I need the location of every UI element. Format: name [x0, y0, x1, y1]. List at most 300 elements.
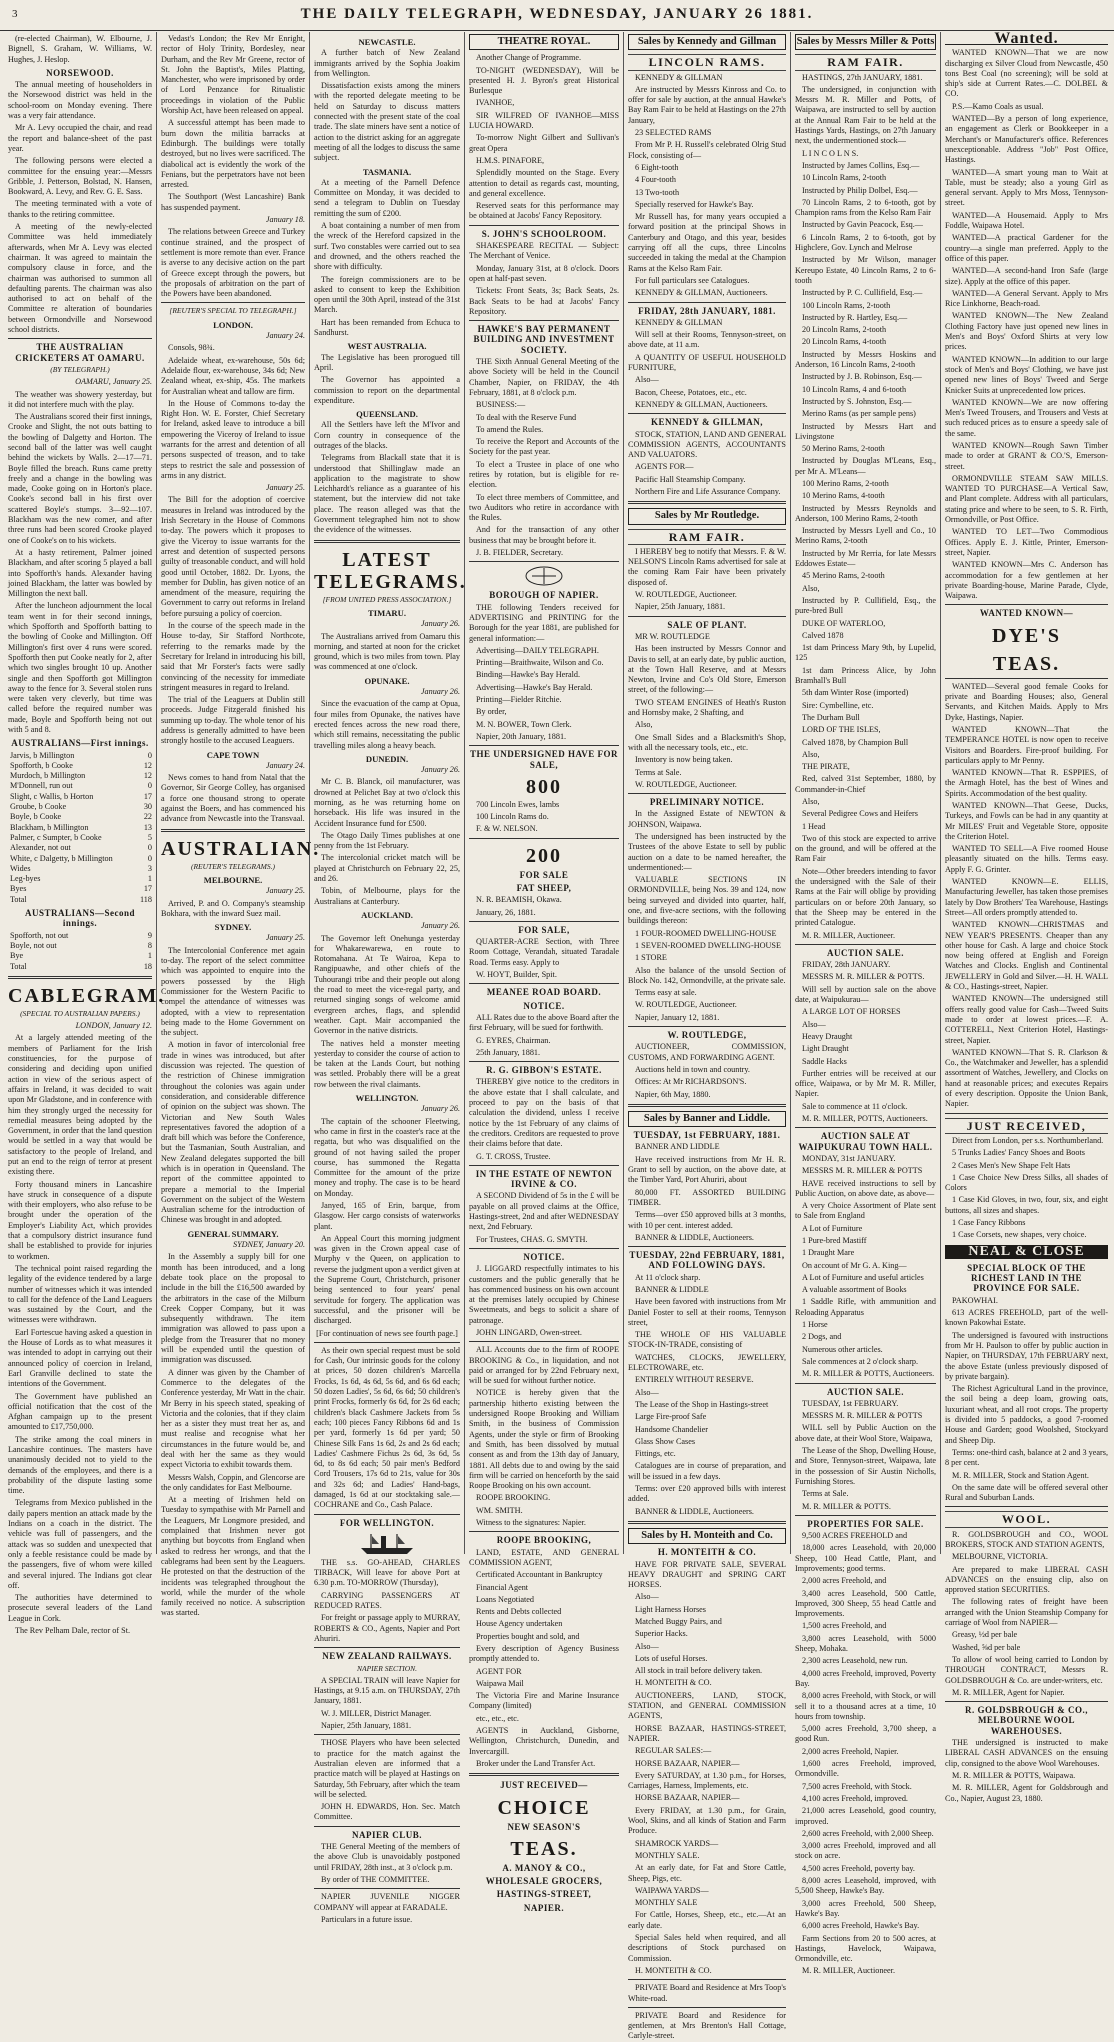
block-heading: AUCTION SALE AT WAIPUKURAU TOWN HALL. [798, 1131, 933, 1152]
block-line: 1 SEVEN-ROOMED DWELLING-HOUSE [635, 940, 781, 950]
rule [628, 2007, 786, 2008]
block-line: Splendidly mounted on the Stage. Every attention to detail as regards cast, mounting, and general excellence. [469, 168, 619, 198]
block-heading: RAM FAIR. [628, 529, 786, 545]
block-heading: IN THE ESTATE OF NEWTON IRVINE & CO. [475, 1168, 613, 1190]
block-line: Light Draught [802, 1044, 849, 1054]
column-4 [464, 32, 623, 1913]
section-banner: Sales by Messrs Miller & Potts [795, 34, 936, 50]
block-line: The Lease of the Shop in Hastings-street [635, 1399, 769, 1409]
dateline: SYDNEY, January 20. [232, 1240, 305, 1250]
block-line: Heavy Draught [802, 1031, 853, 1041]
block-line: MESSRS M. R. MILLER & POTTS. [802, 972, 925, 982]
block-line: Instructed by James Collins, Esq.— [802, 160, 920, 170]
block-line: Instructed by S. Johnston, Esq.— [802, 396, 912, 406]
ad-line: Loans Negotiated [476, 1594, 534, 1604]
block-line: AGENTS FOR— [635, 462, 694, 472]
block-line: Instructed by P. C. Cullifield, Esq.— [802, 288, 923, 298]
dyes-teas-ad: TEAS. [992, 652, 1061, 675]
paragraph: Mr C. B. Blanck, oil manufacturer, was drowned at Pelichet Bay at two o'clock this morning, as he was returning home on horseback. His life was insured in the Accident Insurance fund for £500. [314, 777, 460, 828]
wanted-heading: Wanted. [945, 34, 1108, 45]
place-heading: SYDNEY. [214, 922, 252, 933]
dateline: January 25. [265, 933, 305, 943]
block-line: Will sell at their Rooms, Tennyson-street, on above date, at 11 a.m. [628, 330, 786, 350]
dateline: January 24. [265, 760, 305, 770]
batsman-name: Spofforth, not out [10, 930, 69, 940]
block-line: THEREBY give notice to the creditors in the above estate that I shall calculate, and proceed to pay on the basis of that calculation the dividend, unless I receive notice by the 1st February of any claims of the creditors. Creditors are requested to prove their claims before that date. [469, 1077, 619, 1149]
rule [628, 302, 786, 303]
block-line: 1 Pure-bred Mastiff [802, 1235, 867, 1245]
ad-heading: MEANEE ROAD BOARD. [486, 987, 602, 998]
block-line: 1 Case Choice New Dress Silks, all shades of Colors [945, 1172, 1108, 1193]
card-ad: PRIVATE Board and Residence at Mrs Toop's White-road. [628, 1983, 786, 2003]
dateline: January 18. [265, 215, 305, 225]
ad-line: HASTINGS-STREET, [496, 1889, 592, 1900]
paragraph: The strike among the coal miners in Lancashire continues. The masters have unanimously decided not to yield to the demands of the employees, and there is a probability of the dispute lasting some time. [8, 1434, 152, 1496]
paragraph: The technical point raised regarding the legality of the evidence tendered by a large number of witnesses which it was intended to call for the defence of the Land Leaguers was sustained by the Court, and the witnesses were withdrawn. [8, 1263, 152, 1325]
paragraph: A motion in favor of intercolonial free trade in wines was introduced, but after discussion was rejected. The question of the restriction of Chinese immigration throughout the colonies was again under consideration, and considerable difference of opinion on the subject was shown. The Victorian and New South Wales representatives favored the adoption of a draft bill which was before the Conference, but the Tasmanian, South Australian, and New Zealand delegates supported the bill which is in operation in Queensland. The report of the committee appointed to prepare a memorial to the Imperial Government on the subject of the Western Australian scheme for the introduction of Chinese was brought in and adopted. [161, 1040, 305, 1225]
block-line: The Richest Agricultural Land in the province, the soil being a deep loam, growing oats, luxuriant wheat, and all root crops. The property is divided into 5 paddocks, a good 7-roomed House and Garden; good Woolshed, Stockyard and Sheep Dip. [945, 1384, 1108, 1445]
block-line: At an early date, for Fat and Store Cattle, Sheep, Pigs, etc. [628, 1863, 786, 1883]
place-heading: GENERAL SUMMARY. [187, 1228, 279, 1239]
classified-ad: WANTED KNOWN—E. ELLIS, Manufacturing Jeweller, has taken those premises lately by Dow Brothers' Tea Warehouse, Hastings Street—All orders promptly attended to. [945, 877, 1108, 917]
classified-ad: WANTED KNOWN—That the TEMPERANCE HOTEL is now open to receive Visitors and Boarders. Fire-proof building. For particulars apply to Mr Penny. [945, 724, 1108, 765]
block-line: Instructed by P. Cullifield, Esq., the pure-bred Bull [795, 595, 936, 616]
block-heading: H. MONTEITH & CO. [657, 1547, 757, 1558]
paragraph: Telegrams from Blackall state that it is understood that Shillinglaw made an application to the magistrate to show Leichhardt's reliance as a guarantee of his statement, but the interview did not take place. The reason alleged was that the Government telegraphed him not to show the evidence of the witnesses. [314, 453, 460, 535]
block-heading: RAM FAIR. [795, 54, 936, 70]
block-heading: JUST RECEIVED, [945, 1118, 1108, 1134]
runs: 0 [147, 750, 152, 760]
block-line: BANNER & LIDDLE, Auctioneers. [635, 1506, 754, 1516]
runs: 1 [147, 951, 152, 961]
block-line: I HEREBY beg to notify that Messrs. F. & W. NELSON'S Lincoln Rams advertised for sale at the coming Ram Fair have been privately disposed of. [628, 546, 786, 587]
runs: 30 [143, 802, 152, 812]
block-line: 10 Merino Rams, 4-tooth [802, 491, 885, 501]
block-heading: FOR SALE, [518, 924, 570, 935]
ad-heading: NAPIER CLUB. [351, 1829, 422, 1840]
score-total [8, 895, 152, 905]
block-line: Instructed by Messrs Hart and Livingstone [795, 421, 936, 441]
block-heading: SPECIAL BLOCK OF THE RICHEST LAND IN THE PROVINCE FOR SALE. [967, 1262, 1086, 1294]
score-row [8, 771, 152, 781]
score-row [8, 941, 152, 951]
classified-ad: WANTED TO SELL—A Five roomed House pleasantly situated on the hills. Terms easy. Apply F. G. Grinter. [945, 844, 1108, 874]
classified-ad: WANTED KNOWN—The undersigned still offers really good value for Cash—Tweed Suits made to order at lowest prices.—F. A. COTTERELL, Next Criterion Hotel, Hastings-street, Napier. [945, 994, 1108, 1045]
block-line: Note—Other breeders intending to favor the undersigned with the Sale of their Rams at the Fair will oblige by providing particulars on or before 20th January, so that the Sheep may be entered in the printed Catalogue. [795, 866, 936, 928]
rule [161, 829, 305, 832]
block-line: Napier, January 12, 1881. [635, 1012, 720, 1022]
ad-line: J. B. FIELDER, Secretary. [476, 548, 564, 558]
paragraph: Telegrams from Mexico published in the daily papers mention an attack made by the Indians on a coach in the district. The vehicle was full of passengers, and the attack was so sudden and unexpected that only a feeble resistance could be made by the passengers, five of whom were killed and several injured. The Indians got clear off. [8, 1498, 152, 1590]
block-line: THE PIRATE, [802, 762, 850, 772]
block-line: At 11 o'clock sharp. [635, 1272, 701, 1282]
block-line: Instructed by Gavin Peacock, Esq.— [802, 220, 923, 230]
ad-heading: BOROUGH OF NAPIER. [489, 590, 599, 601]
block-line: 2,300 acres Leasehold, new run. [802, 1656, 908, 1666]
block-line: Terms: over £20 approved bills with interest added. [628, 1484, 786, 1504]
score-row [8, 751, 152, 761]
ad-line: etc., etc., etc. [476, 1713, 519, 1723]
ad-line: To amend the Rules. [476, 424, 544, 434]
block-line: Northern Fire and Life Assurance Company. [635, 486, 781, 496]
ad-line: To elect three members of Committee, and two Auditors who retire in accordance with the Rules. [469, 492, 619, 523]
place-heading: WELLINGTON. [355, 1093, 419, 1104]
ad-line: N. R. BEAMISH, Okawa. [476, 895, 562, 905]
block-line: SIR WILFRED OF IVANHOE—MISS LUCIA HOWARD. [469, 110, 619, 131]
paragraph: At a meeting of the Parnell Defence Committee on Monday, it was decided to send a telegram to Dublin on Tuesday remitting the sum of £200. [314, 177, 460, 218]
ad-line: A SPECIAL TRAIN will leave Napier for Hastings, at 9.15 a.m. on THURSDAY, 27th January, 1881. [314, 1675, 460, 1706]
ad-line: AGENT FOR [476, 1666, 522, 1676]
block-line: Auctions held in town and country. [635, 1064, 750, 1074]
rule [795, 1127, 936, 1128]
block-line: 23 SELECTED RAMS [635, 128, 712, 138]
block-line: Are prepared to make LIBERAL CASH ADVANCES on the ensuing clip, also on approved station SECURITIES. [945, 1564, 1108, 1595]
rule [469, 320, 619, 321]
ad-line: Napier, 20th January, 1881. [476, 731, 567, 741]
section-subheading: (BY TELEGRAPH.) [50, 364, 110, 374]
section-banner: Sales by H. Monteith and Co. [628, 1528, 786, 1544]
block-line: In the Assigned Estate of NEWTON & JOHNSON, Waipawa. [628, 809, 786, 829]
column-3 [309, 32, 467, 1924]
block-line: Red, calved 31st September, 1880, by Commander-in-Chief [795, 774, 936, 794]
ad-line: Tickets: Front Seats, 3s; Back Seats, 2s. Back Seats to be had at Jacobs' Fancy Repository. [469, 286, 619, 316]
block-line: Sale to commence at 11 o'clock. [802, 1101, 908, 1111]
block-line: Instructed by J. B. Robinson, Esq.— [802, 372, 922, 382]
batsman-name: Leg-byes [10, 874, 41, 884]
score-row [8, 781, 152, 791]
latest-telegrams-heading: LATEST TELEGRAMS. [314, 548, 467, 593]
rule [945, 1506, 1108, 1507]
paragraph: The meeting terminated with a vote of thanks to the retiring committee. [8, 199, 152, 219]
batsman-name: Slight, c Wallis, b Horton [10, 791, 94, 801]
block-heading: TUESDAY, 1st FEBRUARY, 1881. [633, 1130, 781, 1141]
paragraph: In the House of Commons to-day the Right Hon. W. E. Forster, Chief Secretary for Ireland, asked leave to introduce a bill empowering the Viceroy of Ireland to issue warrants for the arrest and detention of all persons suspected of treason, and to take steps to restrict the sale and possession of arms in any district. [161, 398, 305, 480]
classified-ad: WANTED—A practical Gardener for the country—a single man preferred. Apply to the office of this paper. [945, 233, 1108, 263]
block-line: Mr Russell has, for many years occupied a forward position at the principal Shows in Canterbury and Otago, and this year, besides carrying off all the cups, three Lincolns succeeded in taking the medal at the Champion Rams at the Kelso Ram Fair. [628, 212, 786, 273]
rule [469, 225, 619, 226]
block-line: 1 FOUR-ROOMED DWELLING-HOUSE [635, 928, 777, 938]
block-line: Superior Hacks. [635, 1629, 688, 1639]
block-line: On account of Mr G. A. King— [802, 1260, 907, 1270]
block-line: The undersigned is favoured with instructions from Mr H. Paulson to offer by public auction in Napier, on THURSDAY, 17th FEBRUARY next, the above Estate (unless previously disposed of by private bargain). [945, 1330, 1108, 1381]
scorecard [8, 931, 152, 972]
block-line: H.M.S. PINAFORE, [476, 155, 545, 165]
paragraph: The relations between Greece and Turkey continue strained, and the prospect of settlement is more remote than ever. France is averse to any decisive action on the part of Greece except through the powers, but the proposals of arbitration on the part of the Powers have been abandoned. [161, 227, 305, 299]
batsman-name: Blackham, b Millington [10, 822, 89, 832]
block-line: AUCTIONEER, COMMISSION, CUSTOMS, AND FORWARDING AGENT. [628, 1042, 786, 1062]
ad-line: SHAKESPEARE RECITAL — Subject: The Merchant of Venice. [469, 241, 619, 261]
block-line: 1 Saddle Rifle, with ammunition and Reloading Apparatus [795, 1297, 936, 1317]
block-line: Numerous other articles. [802, 1344, 883, 1354]
block-line: Will sell by auction sale on the above date, at Waipukurau— [795, 984, 936, 1005]
block-line: Matched Buggy Pairs, and [635, 1617, 722, 1626]
steamship-icon [357, 1530, 417, 1556]
scorecard-heading: AUSTRALIANS—First innings. [11, 738, 149, 749]
block-line: 4 Four-tooth [635, 175, 677, 185]
classified-ad: WANTED KNOWN—The New Zealand Clothing Factory have just opened new lines in Men's and Boys' Oxford Shirts at very low prices. [945, 311, 1108, 352]
block-line: 20 Lincoln Rams, 2-tooth [802, 325, 887, 335]
batsman-name: Byes [10, 884, 27, 894]
paragraph: The natives held a monster meeting yesterday to consider the course of action to be taken at the Lands Court, but nothing was settled. Probably there will be a great row between the rival claimants. [314, 1038, 460, 1089]
rule [628, 501, 786, 504]
rule [628, 793, 786, 794]
rule [469, 921, 619, 922]
block-line: Napier, 25th January, 1881. [635, 602, 726, 612]
block-line: WILL sell by Public Auction on the above date, at their Wool Store, Waipawa, [795, 1423, 936, 1443]
block-line: Handsome Chandelier [635, 1424, 708, 1434]
block-line: IVANHOE, [476, 98, 515, 108]
section-banner: Sales by Banner and Liddle. [628, 1111, 786, 1127]
block-line: HAVE received instructions to sell by Public Auction, on above date, as above— [795, 1178, 936, 1198]
block-heading: THEATRE ROYAL. [469, 34, 619, 50]
block-line: Inventory is now being taken. [635, 755, 733, 765]
rule [314, 540, 460, 543]
place-heading: TASMANIA. [362, 166, 412, 177]
block-line: One Small Sides and a Blacksmith's Shop, with all the necessary tools, etc., etc. [628, 732, 786, 752]
paragraph: The following persons were elected a committee for the ensuing year:—Messrs Gribble, J. Petterson, Bolstad, N. Hansen, Bookward, A. Levy, and Rev. G. E. Sass. [8, 156, 152, 197]
place-heading: MELBOURNE. [203, 874, 263, 885]
batsman-name: Jarvis, b Millington [10, 750, 75, 760]
block-line: 10 Lincoln Rams, 4 and 6-tooth [802, 384, 907, 394]
block-line: A very Choice Assortment of Plate sent to Sale from England [795, 1201, 936, 1221]
block-line: 21,000 acres Leasehold, good country, improved. [795, 1806, 936, 1826]
block-line: Washed, ⅝d per bale [952, 1642, 1021, 1652]
block-line: TO-NIGHT (WEDNESDAY), Will be presented H. J. Byron's great Historical Burlesque [469, 65, 619, 96]
block-line: Instructed by Messrs Reynolds and Anderson, 100 Merino Rams, 2-tooth [795, 503, 936, 523]
section-banner: Sales by Mr Routledge. [628, 508, 786, 524]
block-line: 3,800 acres Leasehold, with 5000 Sheep, Mohaka. [795, 1633, 936, 1654]
place-heading: QUEENSLAND. [356, 409, 418, 420]
paragraph: A meeting of the newly-elected Committee was held immediately afterwards, when Mr A. Levy was elected chairman. It was agreed to maintain the compulsory clause in force, and the chairman was authorised to summon all defaulting parents. The chairman was also authorised to act on behalf of the Committee re alteration of boundaries between Ormondville and Norsewood school districts. [8, 222, 152, 335]
ad-line: THE following Tenders received for ADVERTISING and PRINTING for the Borough for the year 1881, are published for general information:— [469, 602, 619, 643]
block-line: HAVE FOR PRIVATE SALE, SEVERAL HEAVY DRAUGHT and SPRING CART HORSES. [628, 1559, 786, 1590]
block-line: VALUABLE SECTIONS IN ORMONDVILLE, being Nos. 39 and 124, now being surveyed and divided into quarter, half, one, and five-acre sections, with the following buildings thereon: [628, 875, 786, 926]
block-heading: LINCOLN RAMS. [628, 54, 786, 70]
ad-line: Broker under the Land Transfer Act. [476, 1758, 596, 1768]
block-line: 2,000 acres Freehold, and [802, 1576, 887, 1586]
column-5 [623, 32, 790, 2041]
ad-line: NAPIER. [523, 1902, 565, 1913]
lead-paragraph: (re-elected Chairman), W. Elbourne, J. Bignell, S. Graham, W. Williams, W. Hughes, J. Heslop. [8, 34, 152, 64]
block-line: Also the balance of the unsold Section of Block No. 142, Ormondville, at the private sale. [628, 965, 786, 985]
paragraph: Dissatisfaction exists among the miners with the reported delegate meeting to be held on Saturday to discuss matters connected with the present state of the coal trade. The slate miners have sent a notice of action to the district asking for an aggregate meeting of all the lodges to discuss the same subject. [314, 81, 460, 163]
block-line: Specially reserved for Hawke's Bay. [635, 199, 754, 209]
ad-line: ROOPE BROOKING. [476, 1493, 551, 1503]
batsman-name: Murdoch, b Millington [10, 771, 86, 781]
paragraph: The Governor has appointed a commission to report on the departmental expenditure. [314, 375, 460, 405]
block-line: The Durham Bull [802, 712, 860, 722]
block-line: 13 Two-tooth [635, 187, 680, 197]
block-line: 2 Cases Men's New Shape Felt Hats [952, 1160, 1071, 1170]
dateline: LONDON, January 12. [75, 1021, 152, 1031]
dateline: January 26. [420, 765, 460, 775]
score-row [8, 833, 152, 843]
ad-line: Binding—Hawke's Bay Herald. [476, 670, 581, 680]
block-line: To allow of wool being carried to London by THROUGH CONTRACT, Messrs R. GOLDSBROUGH & Co. are under-writers, etc. [945, 1654, 1108, 1685]
ad-line: January, 26, 1881. [476, 907, 536, 917]
block-line: BANNER AND LIDDLE [635, 1142, 720, 1152]
block-heading: NOTICE. [523, 1000, 565, 1011]
block-line: 6 Lincoln Rams, 2 to 6-tooth, got by Highclere, Gov. Lynch and Melrose [795, 232, 936, 253]
runs: 5 [147, 832, 152, 842]
block-line: WATCHES, CLOCKS, JEWELLERY, ELECTROWARE, etc. [628, 1352, 786, 1373]
block-line: ALL Rates due to the above Board after the first February, will be sued for forthwith. [469, 1012, 619, 1033]
block-line: M. R. MILLER & POTTS. [802, 1501, 891, 1511]
paragraph: Arrived, P. and O. Company's steamship Bokhara, with the inward Suez mail. [161, 898, 305, 918]
ad-heading: ROOPE BROOKING, [496, 1535, 592, 1546]
batsman-name: Bye [10, 951, 24, 961]
block-line: W. ROUTLEDGE, Auctioneer. [635, 590, 737, 600]
ad-line: JUST RECEIVED— [500, 1780, 588, 1791]
rule [628, 1979, 786, 1980]
dateline: January 26. [420, 921, 460, 931]
block-line: DUKE OF WATERLOO, [802, 618, 886, 628]
ad-line: A. MANOY & CO., [502, 1862, 586, 1873]
block-line: KENNEDY & GILLMAN [635, 72, 723, 82]
ad-line: JOHN H. EDWARDS, Hon. Sec. Match Committee. [314, 1802, 460, 1822]
paragraph: At a meeting of Irishmen held on Tuesday to sympathise with Mr Parnell and the Leaguers, Mr Longmore presided, and complained that Irishmen never got anything but boycotts from England when asked to redress her wrongs, and that the cablegrams had been sent by the Leaguers. He protested on that the destruction of the incidents was telegraphed throughout the world, while the murder of the whole family received no notice. A subscription was started. [161, 1495, 305, 1618]
ad-line: To elect a Trustee in place of one who retires by rotation, but is eligible for re-election. [469, 459, 619, 490]
masthead [0, 0, 1114, 31]
rule [628, 1104, 786, 1107]
ad-line: FAT SHEEP, [516, 883, 572, 893]
block-line: A LARGE LOT OF HORSES [802, 1007, 901, 1017]
block-line: Terms at Sale. [802, 1489, 849, 1499]
paragraph: In the Assembly a supply bill for one month has been introduced, and a long debate took place on the proposal to include in the bill the £16,500 awarded by the arbitrators in the case of the Milburn Creek Copper Company, but it was subsequently withdrawn. The item immigration was allowed to pass upon a pledge from the Treasurer that no money will be expended until the question of immigration was discussed. [161, 1252, 305, 1365]
block-line: Are instructed by Messrs Kinross and Co. to offer for sale by auction, at the annual Hawke's Bay Ram Fair to be held at Hastings on the 27th January, [628, 84, 786, 125]
rule [628, 616, 786, 617]
rule [469, 1531, 619, 1532]
place-heading: LONDON. [213, 319, 253, 330]
block-line: A QUANTITY OF USEFUL HOUSEHOLD FURNITURE, [628, 352, 786, 373]
block-line: MONTHLY SALE. [635, 1850, 700, 1860]
classified-ad: WANTED—Several good female Cooks for private and Boarding Houses; also, General Servants, and Kitchen Maids. Apply to Mrs Dyke, Hastings, Napier. [945, 681, 1108, 722]
block-line: To-morrow Night Gilbert and Sullivan's great Opera [469, 133, 619, 153]
block-line: HORSE BAZAAR, NAPIER— [635, 1758, 740, 1768]
block-line: MONDAY, 31st JANUARY. [802, 1153, 896, 1163]
batsman-name: Alexander, not out [10, 843, 71, 853]
ad-line: By order, [476, 707, 507, 717]
block-line: Two of this stock are expected to arrive on the ground, and will be offered at the Ram Fair [795, 833, 936, 864]
block-line: All stock in trail before delivery taken. [635, 1666, 763, 1676]
block-line: Lots of useful Horses. [635, 1653, 708, 1663]
ad-line: Particulars in a future issue. [321, 1914, 413, 1924]
block-line: J. LIGGARD respectfully intimates to his customers and the public generally that he has commenced business on his own account at the premises lately occupied by Chinese Sweetmeats, and begs to solicit a share of patronage. [469, 1264, 619, 1325]
block-line: Instructed by Mr Rerria, for late Messrs Eddowes Estate— [795, 548, 936, 569]
runs: 9 [147, 930, 152, 940]
rule [945, 1113, 1108, 1114]
block-line: The following rates of freight have been arranged with the Union Steamship Company for carriage of Wool from NAPIER— [945, 1597, 1108, 1628]
ad-heading: NEW ZEALAND RAILWAYS. [322, 1651, 452, 1662]
ad-line: WHOLESALE GROCERS, [485, 1876, 603, 1887]
block-line: KENNEDY & GILLMAN, Auctioneers. [635, 288, 768, 298]
score-row [8, 864, 152, 874]
ad-line: Monday, January 31st, at 8 o'clock. Doors open at half-past seven. [469, 263, 619, 283]
block-line: Also, [802, 797, 820, 806]
rule [628, 1026, 786, 1027]
block-line: Instructed by Messrs Hoskins and Anderson, 16 Lincoln Rams, 2-tooth [795, 349, 936, 370]
block-line: HORSE BAZAAR, NAPIER— [635, 1793, 740, 1803]
block-line: Have been favored with instructions from Mr Daniel Foster to sell at their rooms, Tennyson street, [628, 1297, 786, 1327]
block-line: 1st dam Princess Alice, by John Bramhall's Bull [795, 665, 936, 686]
rule [469, 561, 619, 562]
ad-line: NAPIER JUVENILE NIGGER COMPANY will appear at FARADALE. [314, 1892, 460, 1912]
block-line: 18,000 acres Leasehold, with 20,000 Sheep, 100 Head Cattle, Plant, and Improvements; good terms. [795, 1543, 936, 1573]
block-line: Farm Sections from 20 to 500 acres, at Hastings, Havelock, Waipawa, Ormondville, etc. [795, 1933, 936, 1964]
block-heading: TUESDAY, 22nd FEBRUARY, 1881, AND FOLLOWING DAYS. [629, 1250, 785, 1271]
block-line: 1 Draught Mare [802, 1248, 855, 1258]
block-line: STOCK, STATION, LAND AND GENERAL COMMISSION AGENTS, ACCOUNTANTS AND VALUATORS. [628, 429, 786, 460]
classified-ad: WANTED KNOWN—CHRISTMAS and NEW YEAR'S PRESENTS. Cheaper than any other house for Cash. A large and choice Stock now being offered at English and Foreign Watches and Clocks. English and Continental JEWELLERY in Gold and Silver.—H. H. WALL & CO., Hastings-street, Napier. [945, 920, 1108, 992]
block-line: 8,000 acres Freehold, with Stock, or will sell it to a thousand acres at a time, 10 hours from township. [795, 1691, 936, 1721]
paragraph: All the Settlers have left the M'Ivor and Corn country in consequence of the outrages of the blacks. [314, 420, 460, 450]
runs: 22 [143, 812, 152, 822]
classified-ad: WANTED KNOWN—That S. R. Clarkson & Co., the Watchmaker and Jeweller, has a splendid assortment of Watches, Jewellery, and Clocks on hand at reasonable prices; and executes Repairs of every description. Opposite the Union Bank, Napier. [945, 1047, 1108, 1109]
paragraph: Mr A. Levy occupied the chair, and read the report and balance-sheet of the past year. [8, 123, 152, 153]
rule [795, 944, 936, 945]
block-line: Sale commences at 2 o'clock sharp. [802, 1356, 919, 1366]
score-total [8, 962, 152, 972]
batsman-name: Boyle, not out [10, 940, 57, 950]
rule [469, 1773, 619, 1776]
place-heading: WEST AUSTRALIA. [347, 341, 427, 352]
ad-line: BUSINESS:— [476, 400, 526, 410]
dateline: January 26. [420, 619, 460, 629]
block-line: Also— [802, 1019, 826, 1029]
place-heading: OPUNAKE. [364, 675, 410, 686]
block-line: R. GOLDSBROUGH and CO., WOOL BROKERS, STOCK AND STATION AGENTS, [945, 1529, 1108, 1549]
score-row [8, 802, 152, 812]
block-line: A valuable assortment of Books [802, 1285, 907, 1295]
block-line: 1,600 acres Freehold, improved, Ormondville. [795, 1759, 936, 1779]
block-line: Also, [802, 749, 820, 759]
block-line: Also, [802, 583, 820, 593]
ad-line: To deal with the Reserve Fund [476, 412, 577, 422]
ad-line: Advertising—DAILY TELEGRAPH. [476, 645, 599, 655]
rule [795, 1515, 936, 1516]
section-subheading: (REUTER'S TELEGRAMS.) [190, 861, 276, 871]
paragraph: The foreign commissioners are to be asked to consent to keep the Exhibition open until the 30th April, instead of the 31st March. [314, 274, 460, 315]
columns [4, 30, 1112, 2041]
paragraph: The weather was showery yesterday, but it did not interfere much with the play. [8, 389, 152, 409]
block-line: Glass Show Cases [635, 1436, 696, 1446]
block-line: 1 Case Kid Gloves, in two, four, six, and eight buttons, all sizes and shapes. [945, 1195, 1108, 1215]
block-line: H. MONTEITH & CO. [635, 1965, 712, 1975]
rule [314, 1826, 460, 1827]
block-line: REGULAR SALES:— [635, 1746, 712, 1756]
section-subheading: (SPECIAL TO AUSTRALIAN PAPERS.) [20, 1008, 140, 1018]
paragraph: The Legislative has been prorogued till April. [314, 352, 460, 372]
block-line: THE WHOLE OF HIS VALUABLE STOCK-IN-TRADE, consisting of [628, 1330, 786, 1350]
block-line: 50 Merino Rams, 2-tooth [802, 444, 885, 454]
classified-ad: WANTED KNOWN—Rough Sawn Timber made to order at GRANT & CO.'S, Emerson-street. [945, 440, 1108, 471]
score-row [8, 884, 152, 894]
classified-ad: WANTED—A second-hand Iron Safe (large size). Apply at the office of this paper. [945, 266, 1108, 286]
score-row [8, 951, 152, 961]
block-line: The undersigned has been instructed by the Trustees of the above Estate to sell by public auction on a date to be named hereafter, the undermentioned:— [628, 832, 786, 872]
score-row [8, 812, 152, 822]
block-line: 100 Lincoln Rams, 2-tooth [802, 300, 891, 310]
block-heading: R. G. GIBBON'S ESTATE. [486, 1065, 602, 1076]
batsman-name: White, c Dalgetty, b Millington [10, 853, 113, 863]
block-line: Calved 1878 [802, 630, 844, 640]
ad-line: NEW SEASON'S [507, 1821, 581, 1832]
block-line: M. R. MILLER & POTTS, Auctioneers. [802, 1369, 935, 1379]
section-heading: THE AUSTRALIAN CRICKETERS AT OAMARU. [15, 342, 145, 363]
block-line: 6 Eight-tooth [635, 162, 679, 172]
runs: 8 [147, 940, 152, 950]
classified-ad: WANTED TO LET—Two Commodious Offices. Apply E. J. Kittle, Printer, Emerson-street, Napier. [945, 527, 1108, 557]
